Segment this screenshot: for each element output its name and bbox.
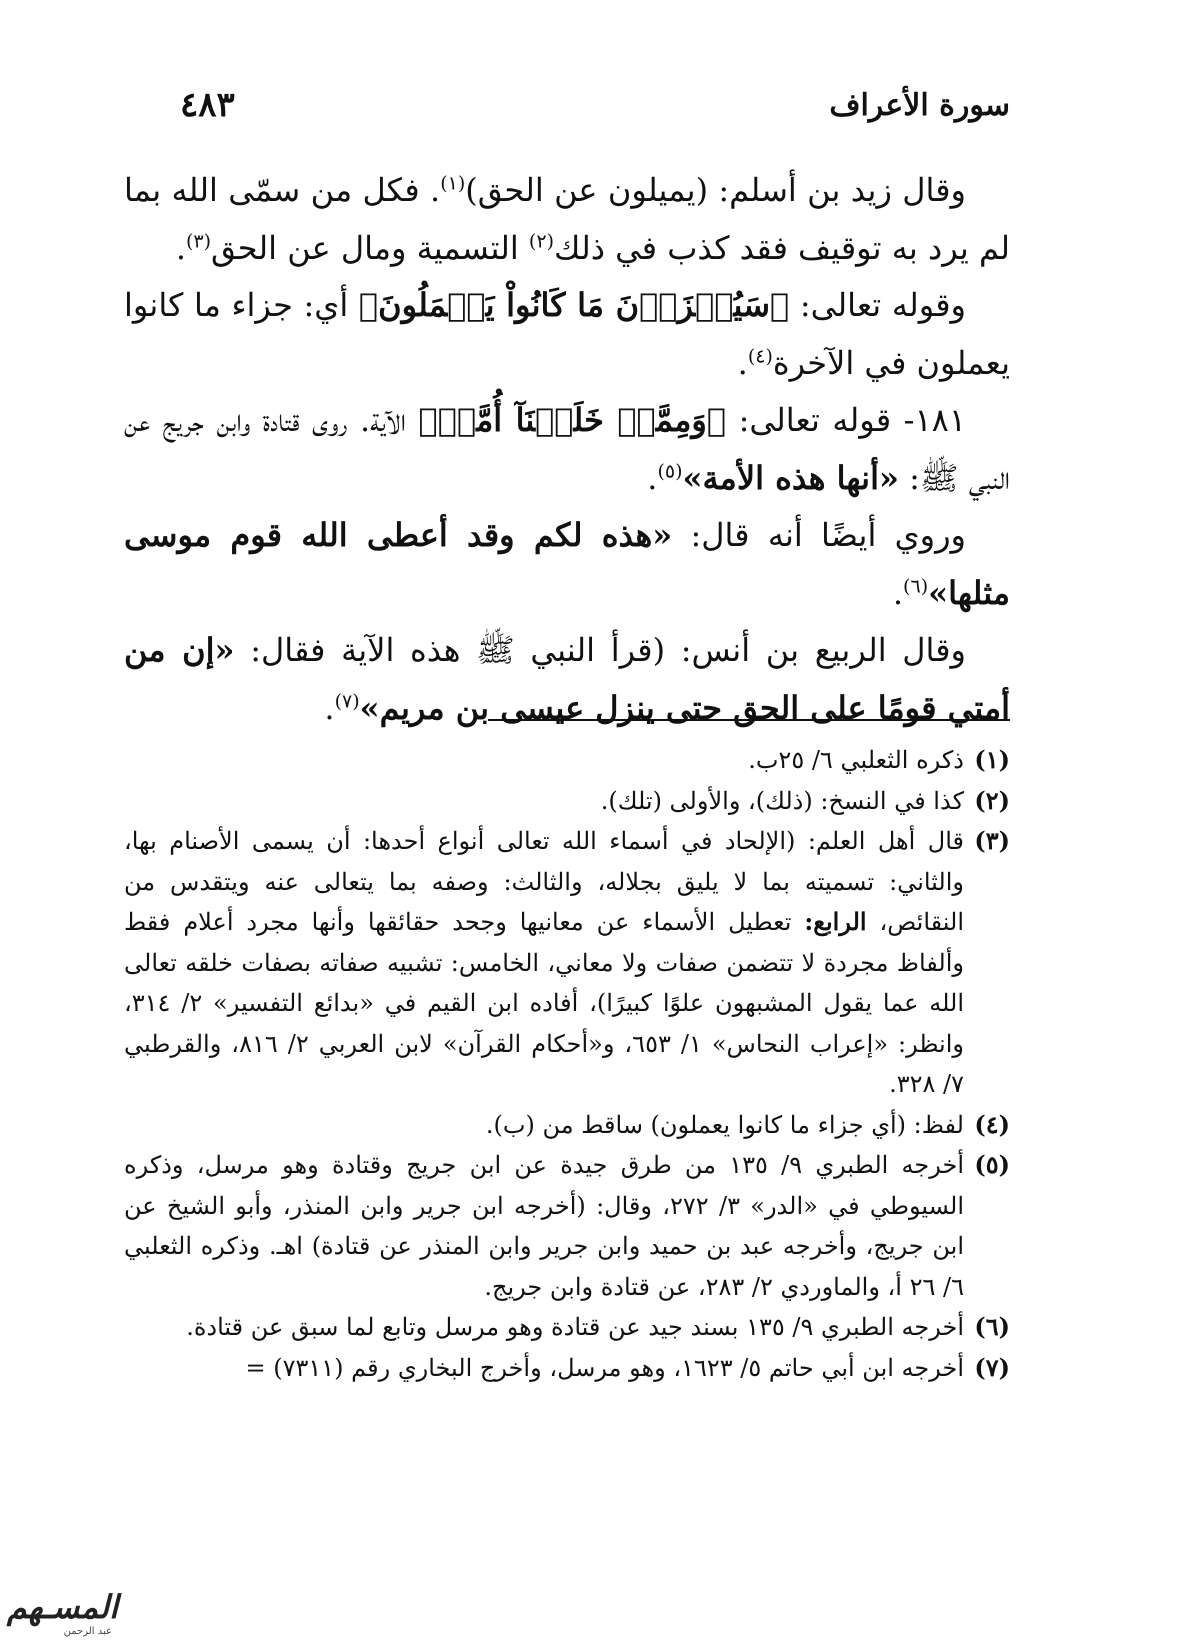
footnote-2 — [124, 781, 1010, 822]
quran-verse: ﴿وَمِمَّنۡ خَلَقۡنَآ أُمَّةٞ﴾ — [418, 401, 727, 439]
footnote-6 — [124, 1307, 1010, 1348]
footnote-text: أخرجه الطبري ٩/ ١٣٥ من طرق جيدة عن ابن جريج وقتادة وهو مرسل، وذكره السيوطي في «الدر» ٣/ ٢٧٢، وقال: (أخرجه ابن جرير وابن المنذر، وأبو الشيخ عن ابن جريج، وأخرجه عبد بن حميد وابن جرير وابن المنذر عن قتادة) اهـ. وذكره الثعلبي ٦/ ٢٦ أ، والماوردي ٢/ ٢٨٣، عن قتادة وابن جريج. — [124, 1151, 965, 1301]
footnote-number: (٦) — [974, 1312, 1010, 1341]
text-run: قال أهل العلم: (الإلحاد في أسماء الله تعالى أنواع أحدها: أن يسمى الأصنام بها، والثاني: تسميته بما لا يليق بجلاله، والثالث: وصفه بما يتعالى عنه ويتقدس من النقائص، — [124, 827, 964, 936]
hadith-quote: «هذه لكم وقد أعطى الله قوم موسى مثلها» — [124, 516, 1010, 612]
hadith-quote: «إن من أمتي قومًا على الحق حتى ينزل عيسى بن مريم» — [124, 631, 1010, 727]
text-run: . — [737, 343, 748, 382]
footnote-text: لفظ: (أي جزاء ما كانوا يعملون) ساقط من (ب). — [485, 1110, 964, 1139]
footnote-ref: (١) — [440, 172, 466, 195]
watermark-logo — [6, 1588, 126, 1644]
footnote-text: ذكره الثعلبي ٦/ ٢٥ب. — [748, 746, 964, 774]
footnote-ref: (٤) — [747, 344, 773, 367]
bold-label: الرابع: — [804, 907, 867, 936]
page-number: ٤٨٣ — [180, 85, 235, 125]
page-header — [180, 80, 1010, 130]
text-run: . فكل من سمّى الله بما لم يرد به توقيف فقد كذب في ذلك — [124, 171, 1010, 267]
footnote-3 — [124, 821, 1010, 1105]
text-run: ١٨١- قوله تعالى: — [726, 401, 967, 439]
paragraph-4 — [124, 507, 1010, 622]
text-run: وروي أيضًا أنه قال: — [672, 516, 966, 554]
text-run: الآية. روى قتادة وابن جريج عن النبي ﷺ: — [124, 401, 1010, 497]
footnote-number: (٤) — [974, 1109, 1010, 1139]
paragraph-1 — [124, 162, 1010, 277]
footnote-text: أخرجه ابن أبي حاتم ٥/ ١٦٢٣، وهو مرسل، وأخرج البخاري رقم (٧٣١١) = — [245, 1353, 964, 1382]
footnote-7 — [124, 1348, 1010, 1389]
text-run: تعطيل الأسماء عن معانيها وجحد حقائقها وأنها مجرد أعلام فقط وألفاظ مجردة لا تتضمن صفات ولا معاني، الخامس: تشبيه صفاته بصفات خلقه تعالى الله عما يقول المشبهون علوًا كبيرًا)، أفاده ابن القيم في «بدائع التفسير» ٢/ ٣١٤، وانظر: «إعراب النحاس» ١/ ٦٥٣، و«أحكام القرآن» لابن العربي ٢/ ٨١٦، والقرطبي ٧/ ٣٢٨. — [124, 908, 964, 1098]
footnote-ref: (٢) — [528, 229, 554, 252]
footnote-number: (٣) — [974, 826, 1010, 855]
watermark-sub: عبد الرحمن — [63, 1626, 112, 1637]
watermark-main: المسـهم — [6, 1588, 118, 1626]
footnote-separator — [488, 719, 1010, 721]
footnote-number: (٢) — [974, 785, 1010, 815]
footnote-ref: (٧) — [334, 689, 360, 712]
footnote-text: كذا في النسخ: (ذلك)، والأولى (تلك). — [600, 786, 964, 815]
footnote-number: (٧) — [974, 1352, 1010, 1382]
text-run: وقوله تعالى: — [789, 286, 967, 324]
footnote-ref: (٥) — [657, 459, 683, 482]
paragraph-3 — [124, 392, 1010, 507]
footnote-text — [124, 821, 964, 1105]
text-run: وقال زيد بن أسلم: (يميلون عن الحق) — [465, 171, 967, 209]
footnotes — [124, 740, 1010, 1388]
text-run: . — [324, 688, 335, 727]
text-run: . — [647, 458, 658, 497]
footnote-4 — [124, 1105, 1010, 1146]
text-run: . — [892, 573, 904, 612]
footnote-text: أخرجه الطبري ٩/ ١٣٥ بسند جيد عن قتادة وهو مرسل وتابع لما سبق عن قتادة. — [186, 1313, 964, 1341]
text-run: التسمية ومال عن الحق — [211, 228, 529, 267]
text-run: . — [175, 228, 186, 267]
paragraph-2 — [124, 277, 1010, 392]
footnote-number: (١) — [974, 745, 1010, 774]
footnote-ref: (٦) — [903, 574, 929, 597]
main-text — [124, 162, 1010, 737]
footnote-ref: (٣) — [185, 229, 212, 252]
footnote-1 — [124, 740, 1010, 781]
surah-title: سورة الأعراف — [829, 87, 1010, 123]
text-run: وقال الربيع بن أنس: (قرأ النبي ﷺ هذه الآية فقال: — [234, 631, 967, 669]
footnote-5 — [124, 1145, 1010, 1307]
hadith-quote: «أنها هذه الأمة» — [682, 458, 899, 497]
text-run: أي: جزاء ما كانوا يعملون في الآخرة — [124, 286, 1010, 382]
footnote-number: (٥) — [974, 1150, 1010, 1179]
quran-verse: ﴿سَيُجۡزَوۡنَ مَا كَانُواْ يَعۡمَلُونَ﴾ — [358, 286, 790, 324]
